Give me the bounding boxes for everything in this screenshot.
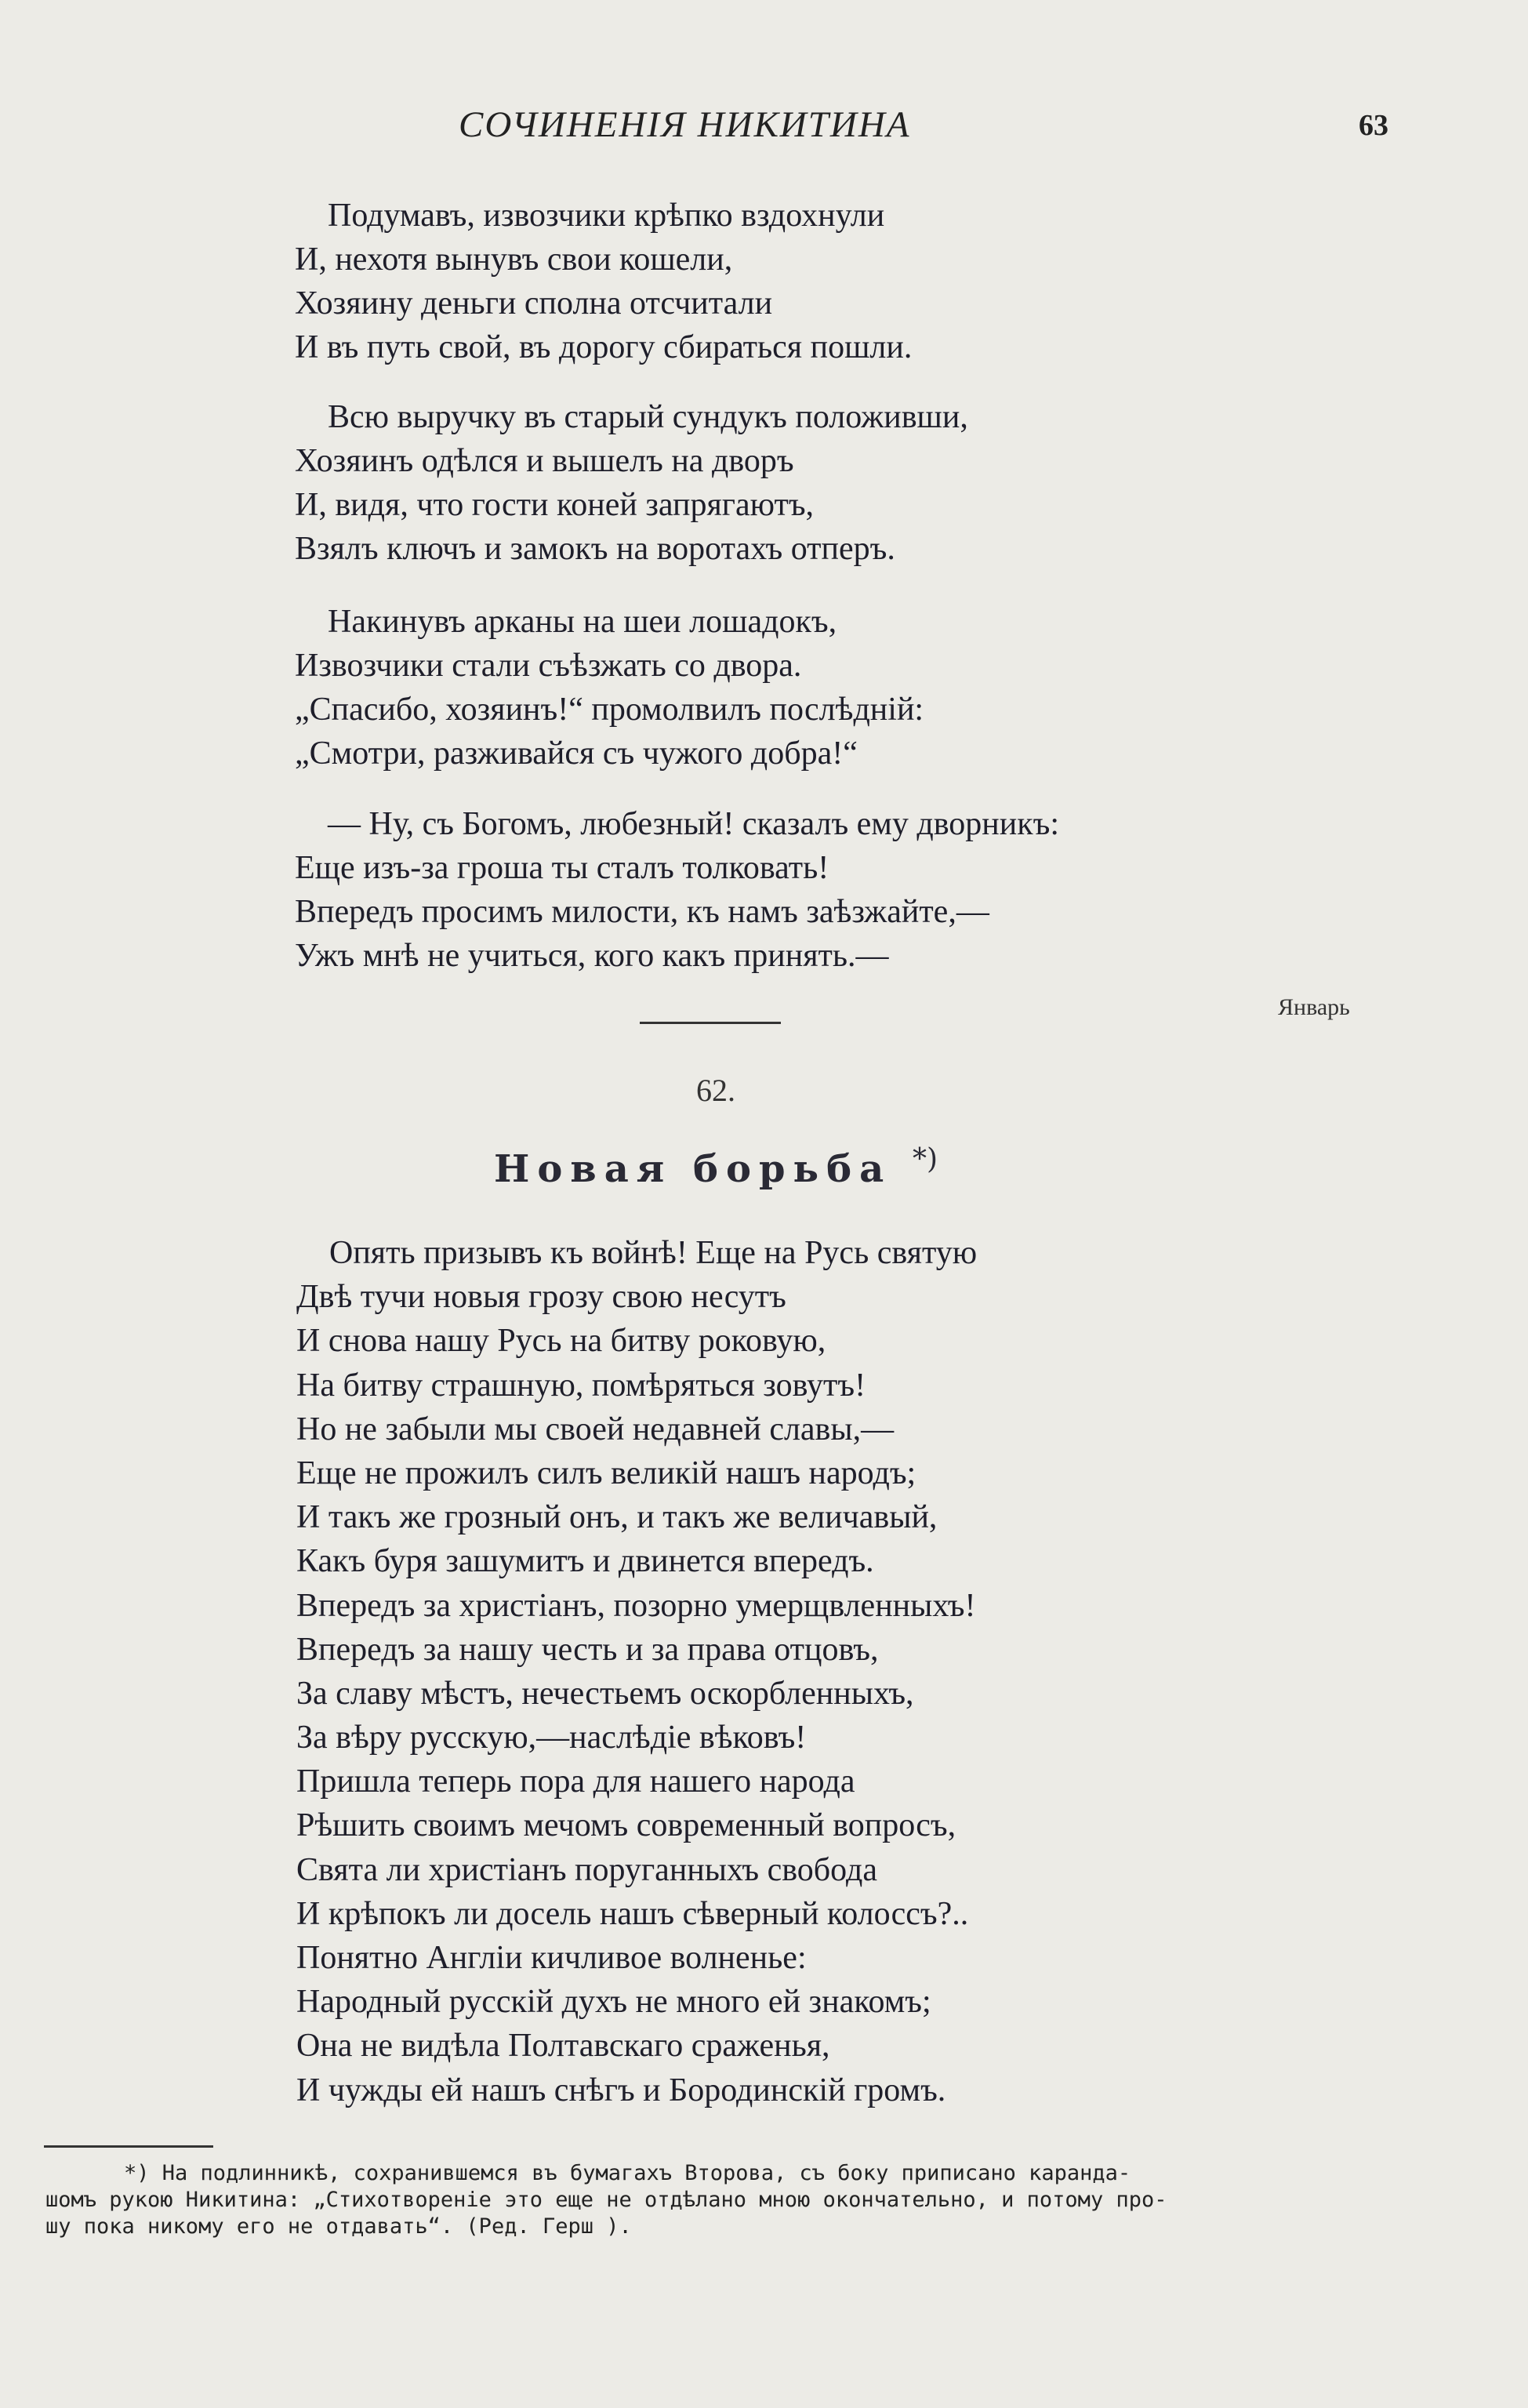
verse-line: Рѣшить своимъ мечомъ современный вопросъ, (296, 1807, 956, 1844)
verse-line: Извозчики стали съѣзжать со двора. (295, 648, 802, 684)
verse-line: Но не забыли мы своей недавней славы,— (296, 1411, 895, 1447)
verse-line: И крѣпокъ ли досель нашъ сѣверный колоссъ?.. (296, 1895, 969, 1932)
verse-line: Всю выручку въ старый сундукъ положивши, (328, 399, 968, 435)
verse-line: „Смотри, разживайся съ чужого добра!“ (295, 735, 858, 772)
verse-line: Опять призывъ къ войнѣ! Еще на Русь святую (329, 1235, 978, 1271)
footnote-divider (44, 2145, 213, 2148)
verse-line: Она не видѣла Полтавскаго сраженья, (296, 2028, 830, 2065)
verse-line: И такъ же грозный онъ, и такъ же величавый, (296, 1499, 938, 1536)
verse-line: — Ну, съ Богомъ, любезный! сказалъ ему дворникъ: (328, 806, 1060, 842)
page-number: 63 (1359, 109, 1388, 142)
footnote-line: шу пока никому его не отдавать“. (Ред. Герш ). (45, 2214, 632, 2239)
poem-number: 62. (696, 1073, 735, 1108)
verse-line: И, видя, что гости коней запрягаютъ, (295, 487, 815, 523)
verse-line: Двѣ тучи новыя грозу свою несутъ (296, 1279, 786, 1316)
verse-line: Хозяину деньги сполна отсчитали (295, 285, 773, 321)
footnote (45, 2160, 1378, 2240)
verse-line: Впередъ за нашу честь и за права отцовъ, (296, 1631, 879, 1668)
verse-line: Пришла теперь пора для нашего народа (296, 1763, 855, 1800)
verse-line: За славу мѣстъ, нечестьемъ оскорбленныхъ, (296, 1675, 914, 1712)
verse-line: И чужды ей нашъ снѣгъ и Бородинскій громъ. (296, 2072, 946, 2108)
stanza-3 (295, 600, 1173, 775)
verse-line: Еще изъ-за гроша ты сталъ толковать! (295, 850, 829, 886)
verse-line: Еще не прожилъ силъ великій нашъ народъ; (296, 1455, 916, 1491)
verse-line: Хозяинъ одѣлся и вышелъ на дворъ (295, 443, 794, 479)
stanza-2 (295, 395, 1173, 571)
running-title: СОЧИНЕНІЯ НИКИТИНА (459, 104, 911, 145)
verse-line: Впередъ за христіанъ, позорно умерщвленныхъ! (296, 1587, 976, 1624)
poem-body (296, 1231, 1237, 2112)
stanza-4 (295, 802, 1173, 978)
poem-date: Январь (1278, 994, 1350, 1020)
verse-line: „Спасибо, хозяинъ!“ промолвилъ послѣдній: (295, 692, 924, 728)
running-head (0, 104, 1528, 151)
verse-line: Взялъ ключъ и замокъ на воротахъ отперъ. (295, 531, 895, 567)
verse-line: Подумавъ, извозчики крѣпко вздохнули (328, 198, 885, 234)
verse-line: За вѣру русскую,—наслѣдіе вѣковъ! (296, 1720, 807, 1756)
section-divider (640, 1022, 781, 1024)
footnote-line: шомъ рукою Никитина: „Стихотвореніе это еще не отдѣлано мною окончательно, и потому про- (45, 2188, 1167, 2212)
verse-line: Свята ли христіанъ поруганныхъ свобода (296, 1851, 877, 1888)
verse-line: И въ путь свой, въ дорогу сбираться пошли. (295, 329, 913, 365)
verse-line: И снова нашу Русь на битву роковую, (296, 1323, 826, 1360)
footnote-line: *) На подлинникѣ, сохранившемся въ бумагахъ Второва, съ боку приписано каранда- (124, 2161, 1131, 2185)
verse-line: Понятно Англіи кичливое волненье: (296, 1940, 807, 1976)
verse-line: На битву страшную, помѣряться зовутъ! (296, 1367, 866, 1404)
poem-title (0, 1143, 1432, 1191)
verse-line: И, нехотя вынувъ свои кошели, (295, 242, 733, 278)
verse-line: Народный русскій духъ не много ей знакомъ; (296, 1984, 931, 2021)
verse-line: Накинувъ арканы на шеи лошадокъ, (328, 604, 837, 640)
stanza-1 (295, 194, 1173, 369)
verse-line: Впередъ просимъ милости, къ намъ заѣзжайте,— (295, 894, 989, 930)
verse-line: Какъ буря зашумитъ и двинется впередъ. (296, 1543, 874, 1580)
footnote-marker: *) (912, 1143, 938, 1175)
poem-title-text: Новая борьба (493, 1147, 892, 1191)
verse-line: Ужъ мнѣ не учиться, кого какъ принять.— (295, 938, 889, 974)
